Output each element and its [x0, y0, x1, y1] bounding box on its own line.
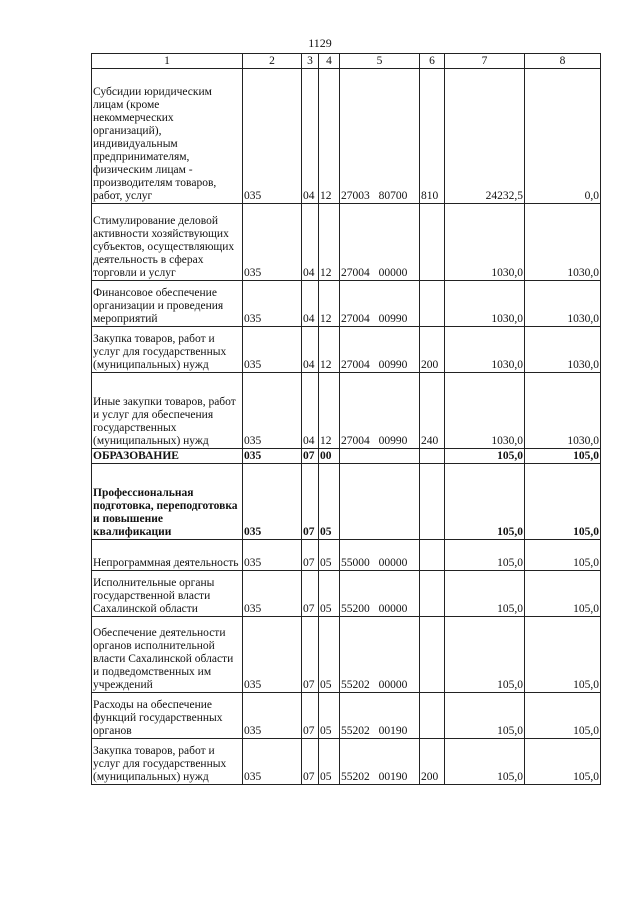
- subsection-code-cell: 12: [319, 69, 340, 204]
- amount-year2-cell: 105,0: [525, 617, 601, 693]
- subsection-code-cell: 00: [319, 449, 340, 464]
- table-row: [92, 571, 601, 617]
- row-name-cell: Стимулирование деловой активности хозяйствующих субъектов, осуществляющих деятельность в сферах торговли и услуг: [92, 204, 243, 281]
- ministry-code-cell: 035: [243, 69, 302, 204]
- section-code-cell: 07: [302, 449, 319, 464]
- amount-year2-cell: 1030,0: [525, 281, 601, 327]
- target-article-cell: 27003 80700: [340, 69, 420, 204]
- amount-year2-cell: 1030,0: [525, 373, 601, 449]
- row-name-cell: Закупка товаров, работ и услуг для государственных (муниципальных) нужд: [92, 327, 243, 373]
- amount-year1-cell: 105,0: [445, 739, 525, 785]
- section-code-cell: 07: [302, 739, 319, 785]
- table-row: [92, 327, 601, 373]
- subsection-code-cell: 05: [319, 540, 340, 571]
- target-article-cell: 27004 00990: [340, 373, 420, 449]
- expense-type-cell: 810: [420, 69, 445, 204]
- amount-year2-cell: 105,0: [525, 464, 601, 540]
- row-name-cell: Иные закупки товаров, работ и услуг для обеспечения государственных (муниципальных) нужд: [92, 373, 243, 449]
- subsection-code-cell: 05: [319, 464, 340, 540]
- row-name-cell: Финансовое обеспечение организации и проведения мероприятий: [92, 281, 243, 327]
- table-body: [92, 69, 601, 785]
- expense-type-cell: [420, 693, 445, 739]
- subsection-code-cell: 05: [319, 617, 340, 693]
- column-header: 6: [420, 54, 445, 69]
- ministry-code-cell: 035: [243, 540, 302, 571]
- amount-year1-cell: 1030,0: [445, 373, 525, 449]
- target-article-cell: 55000 00000: [340, 540, 420, 571]
- section-code-cell: 07: [302, 617, 319, 693]
- row-name-cell: ОБРАЗОВАНИЕ: [92, 449, 243, 464]
- ministry-code-cell: 035: [243, 739, 302, 785]
- expense-type-cell: [420, 449, 445, 464]
- amount-year2-cell: 105,0: [525, 739, 601, 785]
- row-name-cell: Обеспечение деятельности органов исполнительной власти Сахалинской области и подведомственных им учреждений: [92, 617, 243, 693]
- section-code-cell: 04: [302, 327, 319, 373]
- column-header: 2: [243, 54, 302, 69]
- amount-year2-cell: 1030,0: [525, 204, 601, 281]
- target-article-cell: [340, 449, 420, 464]
- ministry-code-cell: 035: [243, 204, 302, 281]
- target-article-cell: 55202 00190: [340, 693, 420, 739]
- table-row: [92, 693, 601, 739]
- target-article-cell: 55200 00000: [340, 571, 420, 617]
- expense-type-cell: [420, 571, 445, 617]
- page-number: 1129: [308, 36, 332, 50]
- subsection-code-cell: 05: [319, 571, 340, 617]
- row-name-cell: Профессиональная подготовка, переподготовка и повышение квалификации: [92, 464, 243, 540]
- column-header: 5: [340, 54, 420, 69]
- amount-year2-cell: 1030,0: [525, 327, 601, 373]
- ministry-code-cell: 035: [243, 449, 302, 464]
- target-article-cell: [340, 464, 420, 540]
- column-number-header-row: [92, 54, 601, 69]
- table-row: [92, 69, 601, 204]
- amount-year1-cell: 105,0: [445, 449, 525, 464]
- amount-year2-cell: 105,0: [525, 571, 601, 617]
- section-code-cell: 07: [302, 693, 319, 739]
- amount-year2-cell: 105,0: [525, 449, 601, 464]
- section-code-cell: 04: [302, 373, 319, 449]
- amount-year1-cell: 1030,0: [445, 327, 525, 373]
- subsection-code-cell: 12: [319, 204, 340, 281]
- subsection-code-cell: 05: [319, 739, 340, 785]
- target-article-cell: 27004 00990: [340, 327, 420, 373]
- expense-type-cell: 200: [420, 327, 445, 373]
- amount-year1-cell: 105,0: [445, 617, 525, 693]
- ministry-code-cell: 035: [243, 281, 302, 327]
- amount-year1-cell: 105,0: [445, 693, 525, 739]
- ministry-code-cell: 035: [243, 464, 302, 540]
- column-header: 1: [92, 54, 243, 69]
- expense-type-cell: 240: [420, 373, 445, 449]
- amount-year1-cell: 105,0: [445, 540, 525, 571]
- column-header: 4: [319, 54, 340, 69]
- subsection-code-cell: 12: [319, 327, 340, 373]
- amount-year1-cell: 24232,5: [445, 69, 525, 204]
- amount-year2-cell: 105,0: [525, 693, 601, 739]
- table-row: [92, 739, 601, 785]
- table-row: [92, 373, 601, 449]
- row-name-cell: Расходы на обеспечение функций государственных органов: [92, 693, 243, 739]
- table-row: [92, 204, 601, 281]
- expense-type-cell: [420, 204, 445, 281]
- column-header: 7: [445, 54, 525, 69]
- section-code-cell: 07: [302, 540, 319, 571]
- row-name-cell: Закупка товаров, работ и услуг для государственных (муниципальных) нужд: [92, 739, 243, 785]
- ministry-code-cell: 035: [243, 373, 302, 449]
- section-code-cell: 07: [302, 571, 319, 617]
- subsection-code-cell: 12: [319, 281, 340, 327]
- table-row: [92, 281, 601, 327]
- ministry-code-cell: 035: [243, 571, 302, 617]
- table-row: [92, 617, 601, 693]
- target-article-cell: 55202 00000: [340, 617, 420, 693]
- amount-year1-cell: 1030,0: [445, 281, 525, 327]
- ministry-code-cell: 035: [243, 617, 302, 693]
- table-row: [92, 464, 601, 540]
- column-header: 8: [525, 54, 601, 69]
- target-article-cell: 27004 00000: [340, 204, 420, 281]
- section-code-cell: 04: [302, 281, 319, 327]
- table-row: [92, 449, 601, 464]
- row-name-cell: Исполнительные органы государственной власти Сахалинской области: [92, 571, 243, 617]
- target-article-cell: 55202 00190: [340, 739, 420, 785]
- amount-year1-cell: 105,0: [445, 464, 525, 540]
- section-code-cell: 04: [302, 204, 319, 281]
- subsection-code-cell: 05: [319, 693, 340, 739]
- section-code-cell: 04: [302, 69, 319, 204]
- target-article-cell: 27004 00990: [340, 281, 420, 327]
- expense-type-cell: [420, 617, 445, 693]
- amount-year1-cell: 1030,0: [445, 204, 525, 281]
- expense-type-cell: [420, 540, 445, 571]
- ministry-code-cell: 035: [243, 693, 302, 739]
- row-name-cell: Непрограммная деятельность: [92, 540, 243, 571]
- row-name-cell: Субсидии юридическим лицам (кроме некоммерческих организаций), индивидуальным предпринимателям, физическим лицам - производителям товаров, работ, услуг: [92, 69, 243, 204]
- amount-year1-cell: 105,0: [445, 571, 525, 617]
- table-row: [92, 540, 601, 571]
- column-header: 3: [302, 54, 319, 69]
- amount-year2-cell: 105,0: [525, 540, 601, 571]
- amount-year2-cell: 0,0: [525, 69, 601, 204]
- subsection-code-cell: 12: [319, 373, 340, 449]
- expense-type-cell: [420, 281, 445, 327]
- section-code-cell: 07: [302, 464, 319, 540]
- expense-type-cell: [420, 464, 445, 540]
- budget-table: [91, 53, 601, 785]
- expense-type-cell: 200: [420, 739, 445, 785]
- ministry-code-cell: 035: [243, 327, 302, 373]
